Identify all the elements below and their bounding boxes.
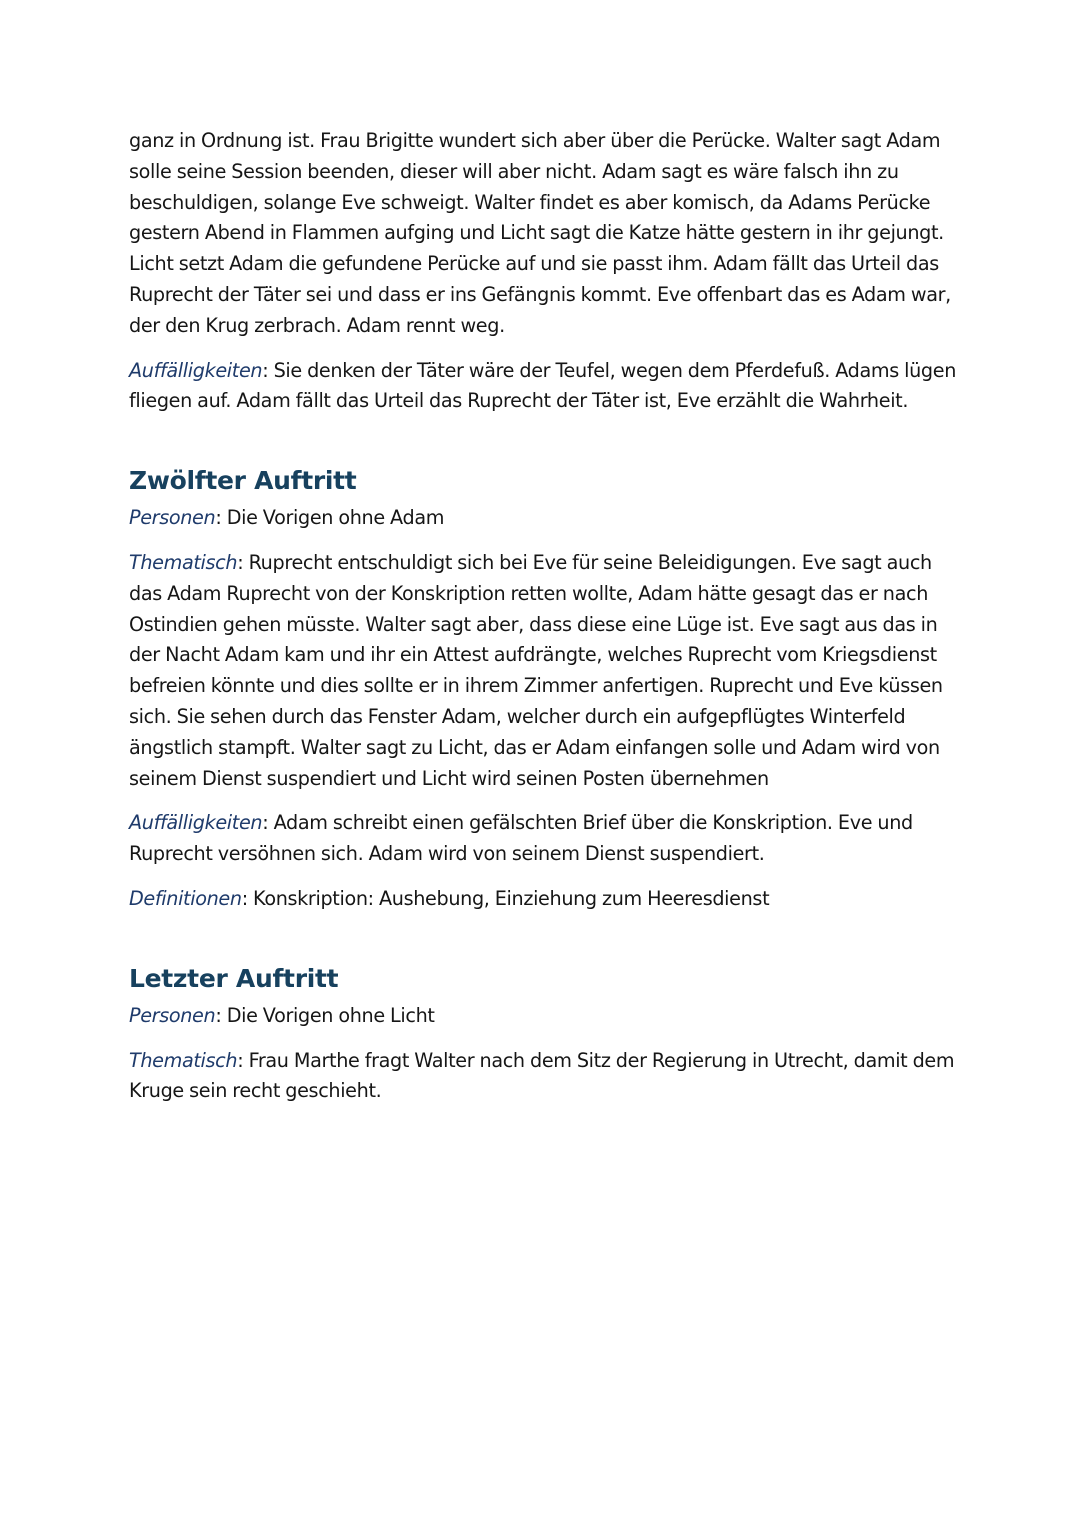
- auffaelligkeiten-text: : Sie denken der Täter wäre der Teufel, wegen dem Pferdefuß. Adams lügen fliegen auf. Adam fällt das Urteil das Ruprecht der Täter ist, Eve erzählt die Wahrheit.: [129, 358, 956, 413]
- thematisch-text: : Frau Marthe fragt Walter nach dem Sitz der Regierung in Utrecht, damit dem Kruge sein recht geschieht.: [129, 1048, 955, 1103]
- section-heading-zwoelfter-auftritt: Zwölfter Auftritt: [129, 466, 357, 496]
- definitionen-paragraph: [129, 884, 959, 915]
- definitionen-text: : Konskription: Aushebung, Einziehung zum Heeresdienst: [241, 886, 770, 910]
- definitionen-label: Definitionen: [129, 886, 242, 910]
- section-heading-letzter-auftritt: Letzter Auftritt: [129, 963, 339, 993]
- personen-label: Personen: [129, 506, 216, 530]
- thematisch-label: Thematisch: [129, 1048, 238, 1072]
- auffaelligkeiten-paragraph: [129, 808, 959, 870]
- auffaelligkeiten-label: Auffälligkeiten: [129, 358, 263, 382]
- document-page: [129, 126, 959, 1107]
- personen-text: : Die Vorigen ohne Adam: [215, 506, 445, 530]
- personen-paragraph: [129, 503, 959, 534]
- thematisch-paragraph: [129, 548, 959, 794]
- intro-text: ganz in Ordnung ist. Frau Brigitte wundert sich aber über die Perücke. Walter sagt Adam solle seine Session beenden, dieser will aber nicht. Adam sagt es wäre falsch ihn zu beschuldigen, solange Eve schweigt. Walter findet es aber komisch, da Adams Perücke gestern Abend in Flammen aufging und Licht sagt die Katze hätte gestern in ihr gejungt. Licht setzt Adam die gefundene Perücke auf und sie passt ihm. Adam fällt das Urteil das Ruprecht der Täter sei und dass er ins Gefängnis kommt. Eve offenbart das es Adam war, der den Krug zerbrach. Adam rennt weg.: [129, 129, 951, 337]
- intro-auffaelligkeiten-paragraph: [129, 356, 959, 418]
- personen-text: : Die Vorigen ohne Licht: [215, 1003, 435, 1027]
- personen-paragraph: [129, 1001, 959, 1032]
- thematisch-text: : Ruprecht entschuldigt sich bei Eve für seine Beleidigungen. Eve sagt auch das Adam Ruprecht von der Konskription retten wollte, Adam hätte gesagt das er nach Ostindien gehen müsste. Walter sagt aber, dass diese eine Lüge ist. Eve sagt aus das in der Nacht Adam kam und ihr ein Attest aufdrängte, welches Ruprecht vom Kriegsdienst befreien könnte und dies sollte er in ihrem Zimmer anfertigen. Ruprecht und Eve küssen sich. Sie sehen durch das Fenster Adam, welcher durch ein aufgepflügtes Winterfeld ängstlich stampft. Walter sagt zu Licht, das er Adam einfangen solle und Adam wird von seinem Dienst suspendiert und Licht wird seinen Posten übernehmen: [129, 550, 943, 790]
- personen-label: Personen: [129, 1003, 216, 1027]
- intro-paragraph: [129, 126, 959, 342]
- thematisch-paragraph: [129, 1046, 959, 1108]
- auffaelligkeiten-text: : Adam schreibt einen gefälschten Brief über die Konskription. Eve und Ruprecht versöhnen sich. Adam wird von seinem Dienst suspendiert.: [129, 811, 913, 866]
- auffaelligkeiten-label: Auffälligkeiten: [129, 811, 263, 835]
- thematisch-label: Thematisch: [129, 550, 238, 574]
